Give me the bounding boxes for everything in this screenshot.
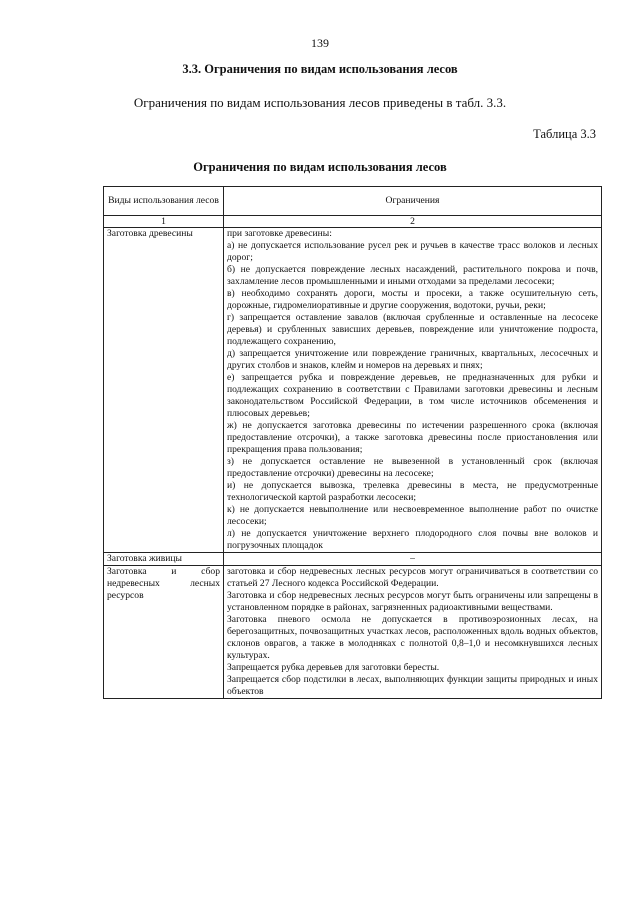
row-kind-cell: Заготовка живицы xyxy=(104,553,224,566)
row-limits-cell xyxy=(224,566,602,699)
limit-item: и) не допускается вывозка, трелевка древесины в места, не предусмотренные технологической картой разработки лесосеки; xyxy=(227,480,598,503)
limit-item: Запрещается сбор подстилки в лесах, выполняющих функции защиты природных и иных объектов xyxy=(227,674,598,697)
intro-text: Ограничения по видам использования лесов приведены в табл. 3.3. xyxy=(133,95,507,110)
limit-item: в) необходимо сохранять дороги, мосты и просеки, а также осушительную сеть, дорожные, гидромелиоративные и другие сооружения, водотоки, ручьи, реки; xyxy=(227,288,598,311)
row-kind-cell: Заготовка и сбор недревесных лесных ресурсов xyxy=(104,566,224,699)
limit-item: ж) не допускается заготовка древесины по истечении разрешенного срока (включая предоставление отсрочки), а также заготовка древесины после приостановления или прекращения права пользования; xyxy=(227,420,598,455)
limit-item: г) запрещается оставление завалов (включая срубленные и оставленные на лесосеке деревья) и срубленных зависших деревьев, повреждение или уничтожение подроста, подлежащего сохранению, xyxy=(227,312,598,347)
limit-item: при заготовке древесины: xyxy=(227,228,332,239)
limit-item: з) не допускается оставление не вывезенной в установленный срок (включая предоставление отсрочки) древесины на лесосеке; xyxy=(227,456,598,479)
limit-item: заготовка и сбор недревесных лесных ресурсов могут ограничиваться в соответствии со статьей 27 Лесного кодекса Российской Федерации. xyxy=(227,566,598,589)
limit-item: Заготовка пневого осмола не допускается в противоэрозионных лесах, на берегозащитных, почвозащитных участках лесов, расположенных вдоль водных объектов, склонов оврагов, а также в молодняках с полнотой 0,8–1,0 и несомкнувшихся лесных культурах. xyxy=(227,614,598,661)
limit-item: б) не допускается повреждение лесных насаждений, растительного покрова и почв, захламление лесов промышленными и иными отходами за пределами лесосеки; xyxy=(227,264,598,287)
limit-item: Заготовка и сбор недревесных лесных ресурсов могут быть ограничены или запрещены в установленном порядке в районах, загрязненных радиоактивными веществами. xyxy=(227,590,598,613)
row-kind-cell: Заготовка древесины xyxy=(104,228,224,553)
limit-item: л) не допускается уничтожение верхнего плодородного слоя почвы вне волоков и погрузочных площадок xyxy=(227,528,598,551)
limit-item: а) не допускается использование русел рек и ручьев в качестве трасс волоков и лесных дорог; xyxy=(227,240,598,263)
table-row xyxy=(104,228,602,553)
table-header-row xyxy=(104,187,602,216)
column-number-1: 1 xyxy=(104,216,224,228)
header-kind: Виды использования лесов xyxy=(104,187,224,216)
limit-item: Запрещается рубка деревьев для заготовки бересты. xyxy=(227,662,440,673)
table-row xyxy=(104,553,602,566)
table-label: Таблица 3.3 xyxy=(533,127,596,141)
row-limits-dash: – xyxy=(224,553,602,566)
column-number-2: 2 xyxy=(224,216,602,228)
row-limits-cell xyxy=(224,228,602,553)
section-heading: 3.3. Ограничения по видам использования лесов xyxy=(182,62,458,76)
header-limits: Ограничения xyxy=(224,187,602,216)
restrictions-table xyxy=(103,186,602,699)
column-number-row xyxy=(104,216,602,228)
limit-item: д) запрещается уничтожение или повреждение граничных, квартальных, лесосечных и других столбов и знаков, клейм и номеров на деревьях и пнях; xyxy=(227,348,598,371)
limit-item: к) не допускается невыполнение или несвоевременное выполнение работ по очистке лесосеки; xyxy=(227,504,598,527)
table-title: Ограничения по видам использования лесов xyxy=(193,160,447,174)
table-row xyxy=(104,566,602,699)
page-number: 139 xyxy=(311,36,329,50)
limit-item: е) запрещается рубка и повреждение деревьев, не предназначенных для рубки и подлежащих сохранению в соответствии с Правилами заготовки древесины и лесным законодательством Российской Федерации, в том числе источников обсеменения и плюсовых деревьев; xyxy=(227,372,598,419)
